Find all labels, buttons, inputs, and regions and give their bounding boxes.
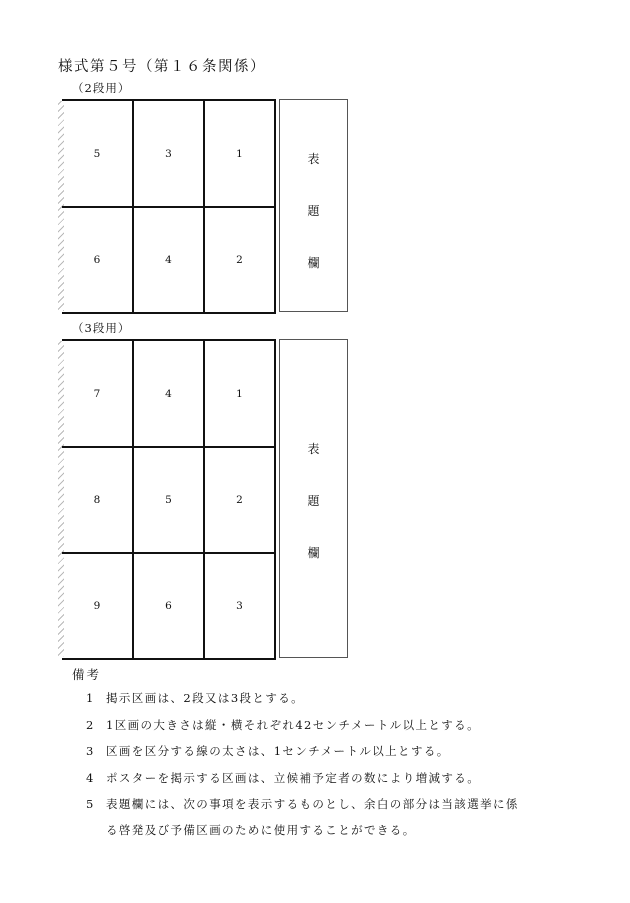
note-text: 区画を区分する線の太さは、1センチメートル以上とする。 [106, 744, 450, 758]
grid-cell: 8 [62, 446, 134, 552]
three-tier-grid [62, 339, 276, 660]
two-tier-grid [62, 99, 276, 314]
grid-cell: 5 [134, 446, 205, 552]
note-number: 3 [86, 744, 95, 758]
grid-cell: 4 [134, 206, 205, 312]
note-item [86, 690, 304, 706]
note-text: 表題欄には、次の事項を表示するものとし、余白の部分は当該選挙に係 [106, 797, 519, 811]
grid-row [62, 341, 276, 446]
title-box-char: 欄 [307, 546, 320, 560]
note-number: 1 [86, 691, 95, 705]
note-text: 掲示区画は、2段又は3段とする。 [106, 691, 305, 705]
title-box-char: 表 [307, 152, 320, 166]
grid-cell: 3 [134, 101, 205, 206]
grid-cell: 5 [62, 101, 134, 206]
grid-cell: 2 [205, 446, 276, 552]
grid-cell: 3 [205, 552, 276, 658]
three-tier-label: （3段用） [72, 321, 131, 335]
grid-row [62, 552, 276, 658]
note-text: 1区画の大きさは縦・横それぞれ42センチメートル以上とする。 [106, 718, 480, 732]
grid-cell: 6 [62, 206, 134, 312]
grid-row [62, 446, 276, 552]
title-box-char: 表 [307, 442, 320, 456]
note-item [86, 770, 480, 786]
form-title: 様式第５号（第１６条関係） [58, 59, 266, 75]
note-item [86, 796, 519, 812]
two-tier-label: （2段用） [72, 81, 131, 95]
grid-cell: 1 [205, 101, 276, 206]
title-box [279, 339, 348, 658]
note-item [86, 743, 450, 759]
note-item [86, 717, 480, 733]
grid-row [62, 101, 276, 206]
grid-cell: 4 [134, 341, 205, 446]
grid-cell: 6 [134, 552, 205, 658]
notes-heading: 備考 [72, 667, 102, 682]
title-box-char: 題 [307, 204, 320, 218]
note-text: ポスターを掲示する区画は、立候補予定者の数により増減する。 [106, 771, 481, 785]
grid-cell: 7 [62, 341, 134, 446]
note-continuation: る啓発及び予備区画のために使用することができる。 [106, 823, 416, 837]
note-number: 2 [86, 718, 95, 732]
grid-cell: 2 [205, 206, 276, 312]
grid-cell: 9 [62, 552, 134, 658]
grid-cell: 1 [205, 341, 276, 446]
note-number: 5 [86, 797, 95, 811]
grid-row [62, 206, 276, 312]
title-box [279, 99, 348, 312]
note-number: 4 [86, 771, 95, 785]
title-box-char: 題 [307, 494, 320, 508]
title-box-char: 欄 [307, 256, 320, 270]
